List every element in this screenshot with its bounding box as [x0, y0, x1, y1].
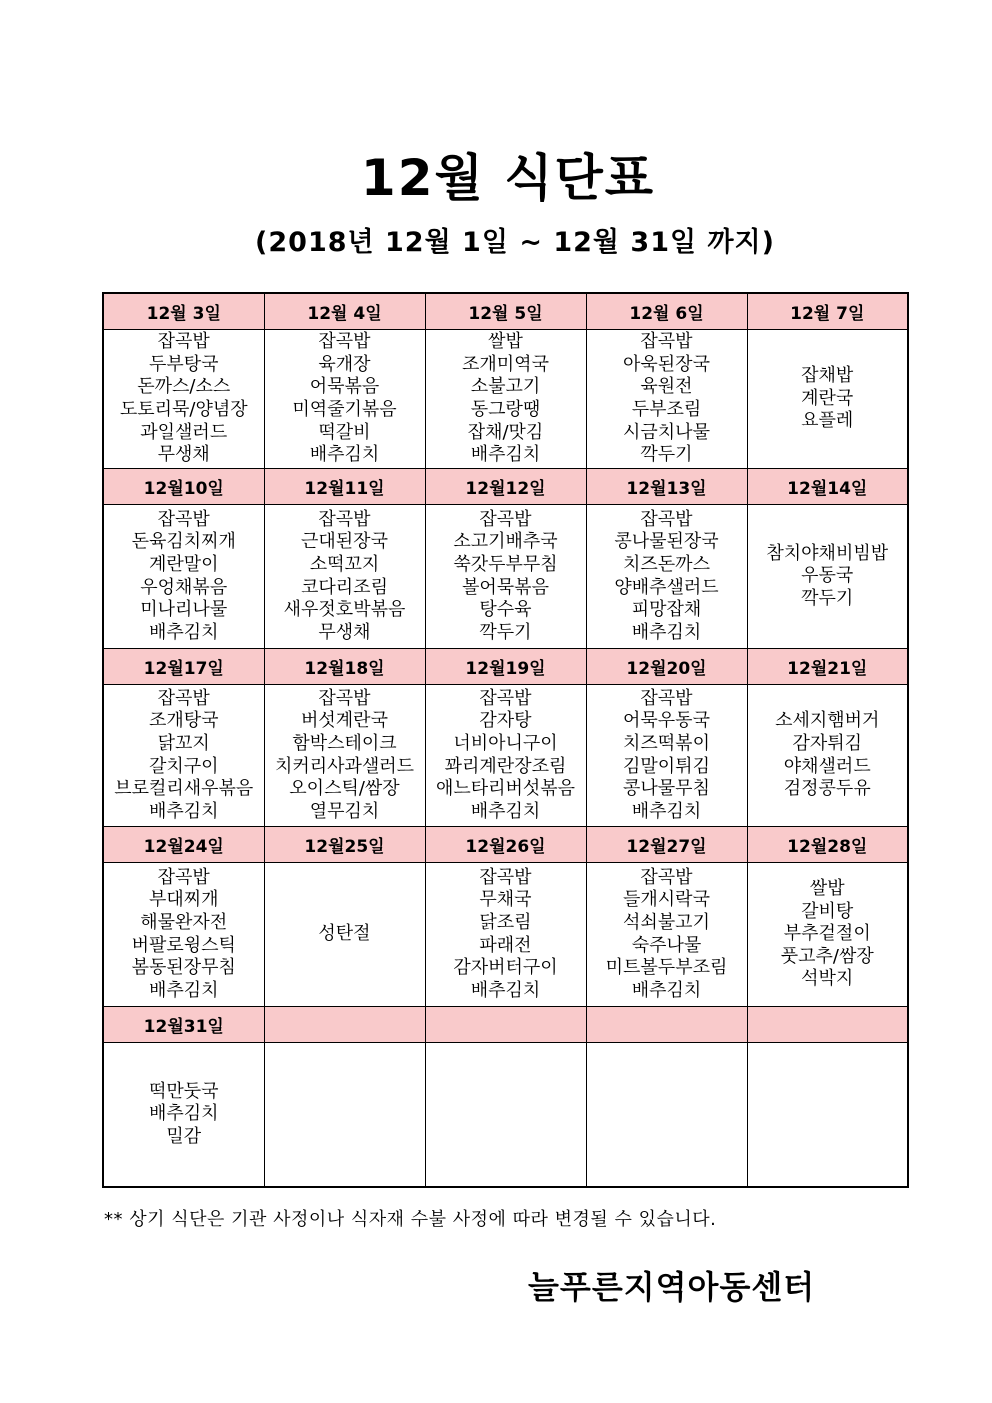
menu-item: 부추겉절이: [783, 923, 871, 945]
menu-item: 무채국: [479, 889, 532, 911]
menu-item: 잡곡밥: [318, 331, 371, 353]
menu-item: 배추김치: [148, 1103, 219, 1125]
menu-item: 돈까스/소스: [137, 376, 231, 398]
menu-item: 잡채/맛김: [467, 421, 544, 443]
menu-item: 육원전: [640, 376, 693, 398]
menu-cell: [425, 863, 586, 1007]
date-header-row: [103, 827, 908, 863]
menu-item: 미나리나물: [140, 599, 228, 621]
menu-item: 해물완자전: [140, 911, 228, 933]
date-cell: 12월25일: [264, 827, 425, 863]
date-cell: 12월21일: [747, 649, 908, 685]
menu-item: 성탄절: [318, 923, 371, 945]
menu-item: 새우젓호박볶음: [283, 599, 406, 621]
menu-cell: [264, 863, 425, 1007]
menu-item: 시금치나물: [623, 421, 710, 443]
menu-item: 브로컬리새우볶음: [114, 778, 254, 800]
menu-item: 콩나물된장국: [614, 531, 719, 553]
menu-item: 볼어묵볶음: [462, 576, 549, 598]
menu-row: [103, 330, 908, 469]
date-cell: 12월18일: [264, 649, 425, 685]
menu-item: 석박지: [801, 968, 854, 990]
menu-item: 닭조림: [479, 911, 532, 933]
menu-item: 쌀밥: [809, 878, 845, 900]
menu-item: 배추김치: [148, 621, 219, 643]
menu-item: 배추김치: [470, 444, 541, 466]
date-cell: 12월14일: [747, 469, 908, 505]
menu-item: 배추김치: [148, 979, 219, 1001]
date-cell: 12월28일: [747, 827, 908, 863]
date-header-row: [103, 293, 908, 330]
menu-item: 떡만둣국: [148, 1080, 219, 1102]
menu-cell: [264, 685, 425, 827]
menu-cell: [747, 505, 908, 649]
menu-item: 잡곡밥: [318, 687, 371, 709]
menu-row: [103, 863, 908, 1007]
menu-cell: [747, 863, 908, 1007]
date-cell: 12월31일: [103, 1007, 264, 1043]
menu-item: 참치야채비빔밥: [766, 542, 889, 564]
menu-item: 감자탕: [479, 710, 532, 732]
date-cell: 12월 7일: [747, 293, 908, 330]
menu-cell: [586, 863, 747, 1007]
menu-item: 우동국: [801, 565, 854, 587]
menu-item: 미트볼두부조림: [605, 957, 728, 979]
menu-item: 풋고추/쌈장: [780, 945, 874, 967]
menu-item: 잡곡밥: [640, 508, 693, 530]
menu-item: 버섯계란국: [301, 710, 388, 732]
menu-cell: [103, 330, 264, 469]
menu-item: 깍두기: [640, 444, 693, 466]
menu-cell: [425, 505, 586, 649]
menu-item: 애느타리버섯볶음: [435, 778, 576, 800]
date-header-row: [103, 469, 908, 505]
menu-item: 배추김치: [309, 444, 380, 466]
menu-item: 탕수육: [479, 599, 532, 621]
menu-item: 배추김치: [470, 800, 541, 822]
menu-item: 함박스테이크: [292, 732, 397, 754]
menu-item: 도토리묵/양념장: [119, 399, 248, 420]
menu-item: 어묵볶음: [309, 376, 380, 398]
menu-item: 두부탕국: [148, 353, 219, 375]
menu-item: 쑥갓두부무침: [453, 553, 558, 575]
menu-item: 오이스틱/쌈장: [289, 778, 400, 800]
menu-cell: [586, 505, 747, 649]
menu-item: 갈비탕: [801, 900, 854, 922]
menu-item: 아욱된장국: [623, 353, 710, 375]
menu-item: 과일샐러드: [140, 421, 228, 443]
menu-cell: [747, 330, 908, 469]
menu-item: 감자버터구이: [453, 957, 558, 979]
date-cell: 12월12일: [425, 469, 586, 505]
menu-item: 코다리조림: [301, 576, 388, 598]
menu-item: 근대된장국: [301, 531, 388, 553]
menu-item: 우엉채볶음: [140, 576, 228, 598]
menu-cell: [103, 685, 264, 827]
menu-item: 요플레: [801, 410, 854, 432]
date-cell: 12월20일: [586, 649, 747, 685]
menu-item: 배추김치: [148, 800, 219, 822]
menu-cell: [103, 505, 264, 649]
menu-item: 치즈떡볶이: [623, 732, 710, 754]
menu-row: [103, 505, 908, 649]
menu-item: 배추김치: [631, 979, 702, 1001]
menu-item: 잡곡밥: [157, 508, 210, 530]
menu-item: 봄동된장무침: [131, 957, 236, 979]
date-cell: 12월 4일: [264, 293, 425, 330]
menu-item: 닭꼬지: [157, 732, 210, 754]
menu-cell: [264, 1043, 425, 1188]
menu-item: 두부조림: [631, 399, 702, 420]
menu-item: 잡곡밥: [479, 866, 532, 888]
menu-cell: [586, 1043, 747, 1188]
menu-item: 콩나물무침: [623, 778, 710, 800]
date-cell: 12월27일: [586, 827, 747, 863]
menu-table: [102, 292, 909, 1188]
menu-item: 잡곡밥: [640, 687, 693, 709]
menu-item: 피망잡채: [631, 599, 702, 621]
menu-item: 석쇠불고기: [623, 911, 710, 933]
date-cell: [586, 1007, 747, 1043]
date-header-row: [103, 649, 908, 685]
menu-item: 무생채: [318, 621, 371, 643]
menu-cell: [103, 863, 264, 1007]
menu-item: 꽈리계란장조림: [444, 755, 567, 777]
date-cell: [264, 1007, 425, 1043]
menu-cell: [747, 685, 908, 827]
menu-item: 갈치구이: [148, 755, 219, 777]
date-range-subtitle: (2018년 12월 1일 ~ 12월 31일 까지): [255, 227, 775, 258]
menu-item: 배추김치: [631, 621, 702, 643]
menu-cell: [264, 330, 425, 469]
menu-item: 소세지햄버거: [775, 710, 880, 732]
date-cell: 12월19일: [425, 649, 586, 685]
date-cell: [425, 1007, 586, 1043]
menu-item: 어묵우동국: [623, 710, 710, 732]
menu-cell: [425, 685, 586, 827]
menu-item: 소불고기: [470, 376, 541, 398]
menu-item: 무생채: [157, 444, 210, 466]
menu-item: 쌀밥: [488, 331, 523, 353]
menu-item: 배추김치: [470, 979, 541, 1001]
date-cell: 12월 6일: [586, 293, 747, 330]
organization-name: 늘푸른지역아동센터: [528, 1268, 816, 1306]
menu-item: 동그랑땡: [470, 399, 541, 420]
menu-item: 잡곡밥: [479, 508, 532, 530]
menu-cell: [103, 1043, 264, 1188]
menu-item: 버팔로윙스틱: [131, 934, 236, 956]
menu-item: 깍두기: [479, 621, 532, 643]
menu-item: 양배추샐러드: [614, 576, 719, 598]
menu-cell: [747, 1043, 908, 1188]
menu-item: 들개시락국: [623, 889, 710, 911]
menu-item: 육개장: [318, 353, 371, 375]
menu-item: 깍두기: [801, 587, 854, 609]
date-cell: 12월 5일: [425, 293, 586, 330]
menu-cell: [425, 1043, 586, 1188]
date-cell: 12월11일: [264, 469, 425, 505]
disclaimer-note: ** 상기 식단은 기관 사정이나 식자재 수불 사정에 따라 변경될 수 있습니다.: [104, 1209, 717, 1230]
date-header-row: [103, 1007, 908, 1043]
menu-item: 돈육김치찌개: [131, 531, 236, 553]
menu-cell: [586, 685, 747, 827]
menu-item: 부대찌개: [148, 889, 219, 911]
menu-row: [103, 1043, 908, 1188]
menu-item: 잡곡밥: [157, 866, 210, 888]
menu-cell: [586, 330, 747, 469]
menu-item: 계란말이: [148, 553, 219, 575]
date-cell: 12월13일: [586, 469, 747, 505]
menu-item: 잡곡밥: [318, 508, 371, 530]
menu-item: 치커리사과샐러드: [274, 755, 415, 777]
menu-item: 잡곡밥: [157, 687, 210, 709]
date-cell: 12월26일: [425, 827, 586, 863]
menu-item: 조개미역국: [462, 353, 549, 375]
date-cell: 12월 3일: [103, 293, 264, 330]
menu-item: 검정콩두유: [783, 778, 871, 800]
menu-cell: [264, 505, 425, 649]
menu-item: 떡갈비: [318, 421, 371, 443]
menu-item: 조개탕국: [148, 710, 219, 732]
menu-item: 밀감: [166, 1125, 202, 1147]
menu-item: 야채샐러드: [783, 755, 871, 777]
menu-item: 잡곡밥: [640, 866, 693, 888]
menu-item: 숙주나물: [631, 934, 702, 956]
menu-item: 계란국: [801, 387, 854, 409]
menu-item: 잡곡밥: [640, 331, 693, 353]
menu-item: 잡채밥: [801, 365, 854, 387]
date-cell: 12월17일: [103, 649, 264, 685]
menu-item: 너비아니구이: [453, 732, 558, 754]
menu-item: 소고기배추국: [453, 531, 558, 553]
menu-item: 파래전: [479, 934, 532, 956]
menu-item: 치즈돈까스: [623, 553, 710, 575]
menu-item: 잡곡밥: [157, 331, 210, 353]
menu-item: 김말이튀김: [623, 755, 710, 777]
menu-item: 미역줄기볶음: [292, 399, 397, 420]
menu-item: 열무김치: [309, 800, 380, 822]
date-cell: 12월10일: [103, 469, 264, 505]
menu-item: 잡곡밥: [479, 687, 532, 709]
date-cell: 12월24일: [103, 827, 264, 863]
menu-row: [103, 685, 908, 827]
date-cell: [747, 1007, 908, 1043]
menu-item: 배추김치: [631, 800, 702, 822]
menu-item: 소떡꼬지: [309, 553, 380, 575]
menu-cell: [425, 330, 586, 469]
menu-item: 감자튀김: [792, 732, 863, 754]
page-title: 12월 식단표: [360, 149, 656, 207]
